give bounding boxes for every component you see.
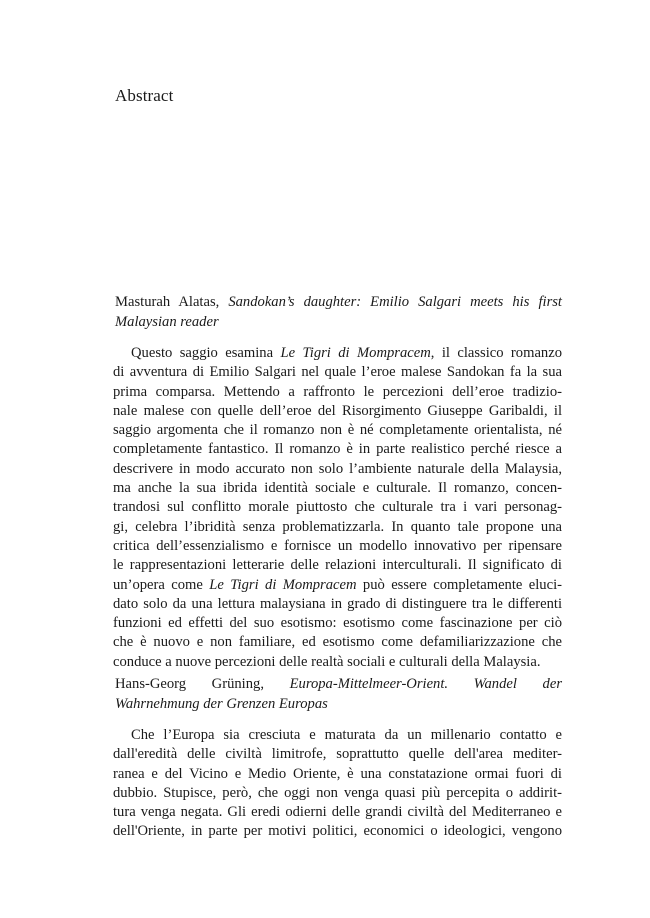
body-text: può essere completamente eluci- bbox=[356, 576, 562, 593]
body-text: un’opera come bbox=[113, 576, 210, 593]
entry-title: Europa-Mittelmeer-Orient. Wandel der bbox=[289, 676, 562, 692]
body-text: Questo saggio esamina bbox=[131, 345, 281, 361]
body-line: trandosi sul conflitto morale piuttosto che culturale tra i vari personag- bbox=[113, 499, 562, 516]
entry-body bbox=[113, 726, 562, 842]
page-heading: Abstract bbox=[115, 86, 174, 105]
entry-title: Malaysian reader bbox=[115, 314, 219, 330]
entry-author: Hans-Georg Grüning, bbox=[115, 676, 264, 692]
body-line: descrivere in modo accurato non solo l’ambiente naturale della Malaysia, bbox=[113, 460, 562, 477]
body-line: gi, celebra l’ibridità senza problematizzarla. In quanto tale propone una bbox=[113, 518, 562, 535]
entry-heading-line bbox=[115, 694, 562, 714]
work-title: Le Tigri di Mompracem bbox=[209, 576, 357, 593]
body-line: saggio argomenta che il romanzo non è né completamente orientalista, né bbox=[113, 422, 562, 439]
body-line: ranea e del Vicino e Medio Oriente, è una constatazione ormai fuori di bbox=[113, 765, 562, 782]
body-line bbox=[113, 576, 562, 595]
body-line: dubbio. Stupisce, però, che oggi non venga quasi più percepita o addirit- bbox=[113, 784, 562, 801]
body-line: tura venga negata. Gli eredi odierni delle grandi civiltà del Mediterraneo e bbox=[113, 804, 562, 821]
body-text: , il classico romanzo bbox=[430, 345, 562, 361]
work-title: Le Tigri di Mompracem bbox=[280, 345, 431, 361]
entry-title: Sandokan’s daughter: Emilio Salgari meets his first bbox=[228, 294, 562, 310]
entry-heading-line bbox=[115, 312, 562, 332]
body-line: dell'Oriente, in parte per motivi politici, economici o ideologici, vengono bbox=[113, 823, 562, 840]
entry-author: Masturah Alatas, bbox=[115, 294, 220, 310]
body-line: dall'eredità delle civiltà limitrofe, soprattutto quelle dell'area mediter- bbox=[113, 746, 562, 763]
entry-body bbox=[113, 344, 562, 672]
body-line: critica dell’essenzialismo e fornisce un modello innovativo per ripensare bbox=[113, 537, 562, 554]
body-line: ma anche la sua ibrida identità sociale e culturale. Il romanzo, concen- bbox=[113, 480, 562, 497]
body-line bbox=[113, 344, 562, 363]
body-line: dato solo da una lettura malaysiana in grado di distinguere tra le differenti bbox=[113, 595, 562, 612]
body-line: che è nuovo e non familiare, ed esotismo come defamiliarizzazione che bbox=[113, 634, 562, 651]
body-line: funzioni ed effetti del suo esotismo: esotismo come fascinazione per ciò bbox=[113, 615, 562, 632]
entry-title: Wahrnehmung der Grenzen Europas bbox=[115, 696, 328, 712]
body-line: nale malese con quelle dell’eroe del Risorgimento Giuseppe Garibaldi, il bbox=[113, 402, 562, 419]
body-line: prima comparsa. Mettendo a raffronto le percezioni dell’eroe tradizio- bbox=[113, 383, 562, 400]
body-line: di avventura di Emilio Salgari nel quale l’eroe malese Sandokan fa la sua bbox=[113, 364, 562, 381]
body-line: le rappresentazioni letterarie delle relazioni interculturali. Il significato di bbox=[113, 557, 562, 574]
body-line: completamente fantastico. Il romanzo è in parte realistico perché riesce a bbox=[113, 441, 562, 458]
abstract-entry bbox=[115, 674, 562, 842]
abstract-entry bbox=[115, 292, 562, 672]
body-line: conduce a nuove percezioni delle realtà sociali e culturali della Malaysia. bbox=[113, 653, 541, 670]
entry-heading-line bbox=[115, 292, 562, 312]
body-line: Che l’Europa sia cresciuta e maturata da un millenario contatto e bbox=[131, 727, 562, 743]
entry-heading-line bbox=[115, 674, 562, 694]
